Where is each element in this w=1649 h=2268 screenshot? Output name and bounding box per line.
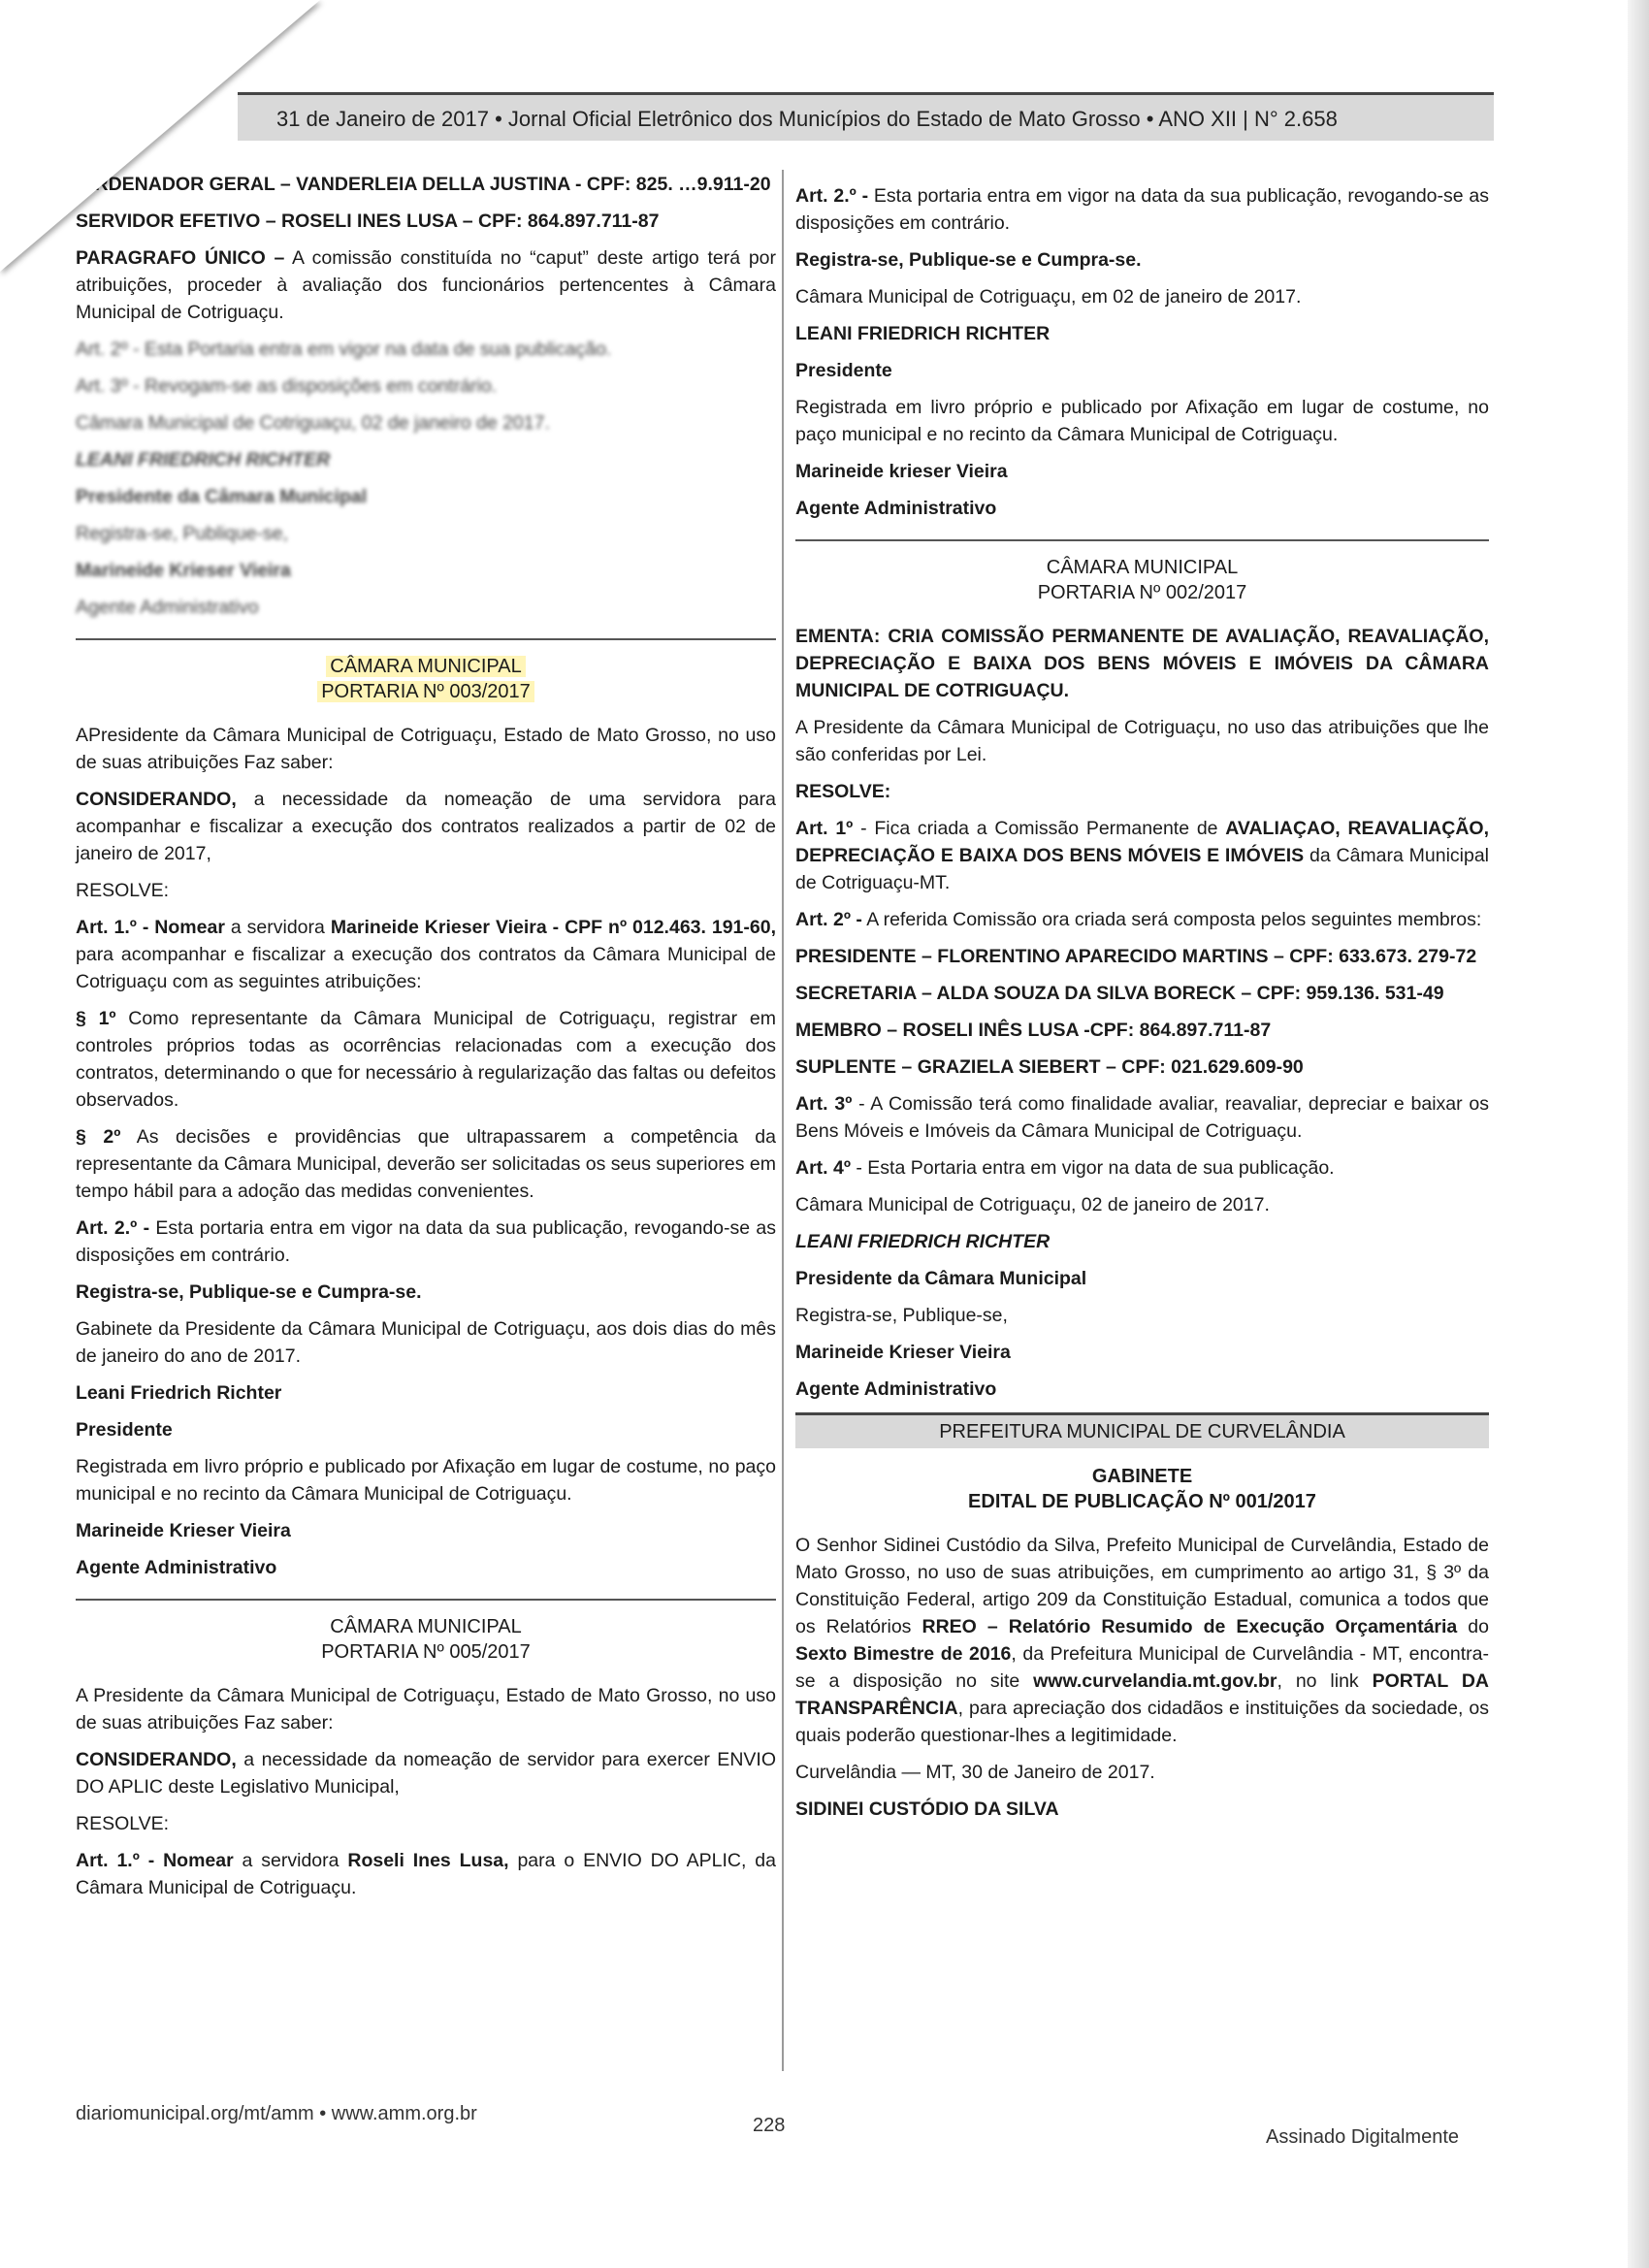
portaria-002-heading: CÂMARA MUNICIPAL PORTARIA Nº 002/2017 (1037, 557, 1247, 603)
signer-name: LEANI FRIEDRICH RICHTER (795, 1231, 1051, 1252)
registra: Registra-se, Publique-se e Cumpra-se. (76, 1281, 422, 1303)
art3-line: Art. 3º - Revogam-se as disposições em contrário. (76, 375, 498, 397)
member-membro: MEMBRO – ROSELI INÊS LUSA -CPF: 864.897.711-87 (795, 1020, 1272, 1041)
agent-name: Marineide Krieser Vieira (76, 560, 291, 581)
signer-role: Presidente da Câmara Municipal (795, 1268, 1087, 1289)
signer-name: Leani Friedrich Richter (76, 1382, 282, 1404)
left-column (76, 171, 776, 1911)
ementa: EMENTA: CRIA COMISSÃO PERMANENTE DE AVALIAÇÃO, REAVALIAÇÃO, DEPRECIAÇÃO E BAIXA DOS BENS MÓVEIS E IMÓVEIS DA CÂMARA MUNICIPAL DE COTRIGUAÇU. (795, 626, 1489, 701)
signer-name: LEANI FRIEDRICH RICHTER (76, 449, 331, 470)
section-rule (76, 638, 776, 640)
curvelandia-bar: PREFEITURA MUNICIPAL DE CURVELÂNDIA (795, 1412, 1489, 1448)
resolve: RESOLVE: (76, 880, 170, 901)
signer-role: Presidente (795, 360, 892, 381)
art2: Art. 2º - A referida Comissão ora criada será composta pelos seguintes membros: (795, 909, 1482, 930)
registrada: Registrada em livro próprio e publicado por Afixação em lugar de costume, no paço municipal e no recinto da Câmara Municipal de Cotriguaçu. (795, 397, 1489, 445)
servidor-line: SERVIDOR EFETIVO – ROSELI INES LUSA – CPF: 864.897.711-87 (76, 211, 660, 232)
right-column (795, 182, 1489, 1832)
page-number: 228 (753, 2115, 786, 2136)
signer-name: LEANI FRIEDRICH RICHTER (795, 323, 1051, 344)
art1: Art. 1.º - Nomear a servidora Roseli Ines Lusa, para o ENVIO DO APLIC, da Câmara Municipal de Cotriguaçu. (76, 1850, 776, 1898)
art3: Art. 3º - A Comissão terá como finalidade avaliar, reavaliar, depreciar e baixar os Bens Móveis e Imóveis da Câmara Municipal de Cotriguaçu. (795, 1093, 1489, 1142)
intro: A Presidente da Câmara Municipal de Cotriguaçu, no uso das atribuições que lhe são conferidas por Lei. (795, 717, 1489, 765)
member-secretaria: SECRETARIA – ALDA SOUZA DA SILVA BORECK – CPF: 959.136. 531-49 (795, 983, 1444, 1004)
paragrafo-unico: PARAGRAFO ÚNICO – A comissão constituída no “caput” deste artigo terá por atribuições, proceder à avaliação dos funcionários pertencentes à Câmara Municipal de Cotriguaçu. (76, 247, 776, 323)
registra: Registra-se, Publique-se e Cumpra-se. (795, 249, 1142, 271)
section-rule (795, 539, 1489, 541)
art2: Art. 2.º - Esta portaria entra em vigor na data da sua publicação, revogando-se as disposições em contrário. (76, 1217, 777, 1266)
intro: A Presidente da Câmara Municipal de Cotriguaçu, Estado de Mato Grosso, no uso de suas atribuições Faz saber: (76, 1685, 776, 1733)
paragraph-2: § 2º As decisões e providências que ultrapassarem a competência da representante da Câmara Municipal, deverão ser solicitadas os seus superiores em tempo hábil para a adoção das medidas convenientes. (76, 1126, 776, 1202)
column-divider (782, 170, 784, 2071)
local-date: Câmara Municipal de Cotriguaçu, 02 de janeiro de 2017. (795, 1194, 1270, 1215)
portaria-003 (76, 654, 776, 1581)
edital-heading: GABINETE EDITAL DE PUBLICAÇÃO Nº 001/2017 (968, 1466, 1316, 1512)
art2: Art. 2.º - Esta portaria entra em vigor na data da sua publicação, revogando-se as disposições em contrário. (795, 185, 1490, 234)
considerando: CONSIDERANDO, a necessidade da nomeação de uma servidora para acompanhar e fiscalizar a execução dos contratos realizados a partir de 02 de janeiro de 2017, (76, 789, 776, 864)
header-text: 31 de Janeiro de 2017 • Jornal Oficial Eletrônico dos Municípios do Estado de Mato Grosso • ANO XII | N° 2.658 (276, 107, 1338, 131)
coordenador-line: …RDENADOR GERAL – VANDERLEIA DELLA JUSTINA - CPF: 825. …9.911-20 (76, 174, 771, 195)
portaria-005-heading: CÂMARA MUNICIPAL PORTARIA Nº 005/2017 (321, 1616, 531, 1663)
local-date: Câmara Municipal de Cotriguaçu, em 02 de janeiro de 2017. (795, 286, 1302, 308)
agent-role: Agente Administrativo (795, 498, 997, 519)
art1: Art. 1º - Fica criada a Comissão Permanente de AVALIAÇAO, REAVALIAÇÃO, DEPRECIAÇÃO E BAIXA DOS BENS MÓVEIS E IMÓVEIS da Câmara Municipal de Cotriguaçu-MT. (795, 818, 1490, 893)
gabinete: Gabinete da Presidente da Câmara Municipal de Cotriguaçu, aos dois dias do mês de janeiro do ano de 2017. (76, 1318, 776, 1367)
member-presidente: PRESIDENTE – FLORENTINO APARECIDO MARTINS – CPF: 633.673. 279-72 (795, 946, 1477, 967)
considerando: CONSIDERANDO, a necessidade da nomeação de servidor para exercer ENVIO DO APLIC deste Legislativo Municipal, (76, 1749, 776, 1798)
portaria-003-heading: CÂMARA MUNICIPAL PORTARIA Nº 003/2017 (76, 654, 776, 704)
agent-role: Agente Administrativo (76, 1557, 277, 1578)
portaria-002 (795, 555, 1489, 1403)
agent-name: Marineide Krieser Vieira (795, 1342, 1011, 1363)
registrada: Registrada em livro próprio e publicado por Afixação em lugar de costume, no paço municipal e no recinto da Câmara Municipal de Cotriguaçu. (76, 1456, 776, 1505)
local-date: Câmara Municipal de Cotriguaçu, 02 de janeiro de 2017. (76, 412, 550, 434)
registra: Registra-se, Publique-se, (795, 1305, 1008, 1326)
agent-name: Marineide Krieser Vieira (76, 1520, 291, 1541)
paper-edge (1628, 0, 1649, 2268)
edital-curvelandia (795, 1464, 1489, 1823)
portaria-005 (76, 1614, 776, 1901)
section-rule (76, 1599, 776, 1601)
edital-text: O Senhor Sidinei Custódio da Silva, Prefeito Municipal de Curvelândia, Estado de Mato Grosso, no uso de suas atribuições, em cumprimento ao artigo 31, § 3º da Constituição Federal, artigo 209 da Constituição Estadual, comunica a todos que os Relatórios RREO – Relatório Resumido de Execução Orçamentária do Sexto Bimestre de 2016, da Prefeitura Municipal de Curvelândia - MT, encontra-se a disposição no site www.curvelandia.mt.gov.br, no link PORTAL DA TRANSPARÊNCIA, para apreciação dos cidadãos e instituições da sociedade, os quais poderão questionar-lhes a legitimidade. (795, 1535, 1490, 1746)
resolve: RESOLVE: (76, 1813, 170, 1834)
agent-name: Marineide krieser Vieira (795, 461, 1008, 482)
page-header (238, 92, 1494, 141)
local-date: Curvelândia — MT, 30 de Janeiro de 2017. (795, 1762, 1155, 1783)
member-suplente: SUPLENTE – GRAZIELA SIEBERT – CPF: 021.629.609-90 (795, 1056, 1304, 1078)
right-top-section (795, 182, 1489, 522)
folded-corner (0, 0, 320, 272)
blurred-block (76, 336, 776, 621)
signer-name: SIDINEI CUSTÓDIO DA SILVA (795, 1798, 1059, 1820)
footer-links[interactable]: diariomunicipal.org/mt/amm • www.amm.org.br (76, 2103, 477, 2124)
paragraph-1: § 1º Como representante da Câmara Municipal de Cotriguaçu, registrar em controles próprios todas as ocorrências relacionadas com a execução dos contratos, determinando o que for necessário à regularização das faltas ou defeitos observados. (76, 1008, 776, 1111)
resolve: RESOLVE: (795, 781, 891, 802)
intro: APresidente da Câmara Municipal de Cotriguaçu, Estado de Mato Grosso, no uso de suas atribuições Faz saber: (76, 725, 776, 773)
art1: Art. 1.º - Nomear a servidora Marineide Krieser Vieira - CPF nº 012.463. 191-60, para acompanhar e fiscalizar a execução dos contratos da Câmara Municipal de Cotriguaçu com as seguintes atribuições: (76, 917, 777, 992)
signer-role: Presidente (76, 1419, 173, 1441)
signer-role: Presidente da Câmara Municipal (76, 486, 368, 507)
signed-digitally: Assinado Digitalmente (1266, 2126, 1459, 2148)
art4: Art. 4º - Esta Portaria entra em vigor na data de sua publicação. (795, 1157, 1335, 1179)
agent-role: Agente Administrativo (795, 1378, 997, 1400)
agent-role: Agente Administrativo (76, 597, 259, 618)
art2-line: Art. 2º - Esta Portaria entra em vigor na data de sua publicação. (76, 339, 612, 360)
registra-line: Registra-se, Publique-se, (76, 523, 288, 544)
